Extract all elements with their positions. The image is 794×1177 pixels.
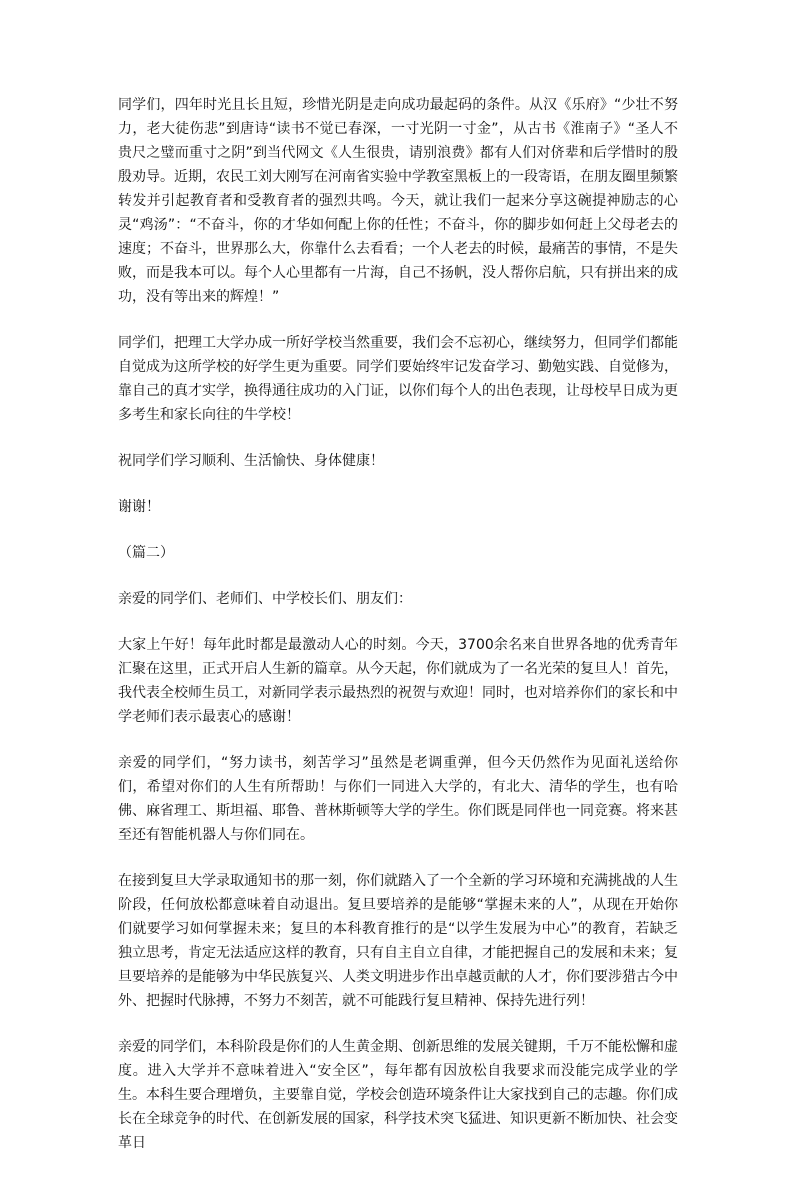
paragraph-new-stage: 在接到复旦大学录取通知书的那一刻，你们就踏入了一个全新的学习环境和充满挑战的人生阶段，任何放松都意味着自动退出。复旦要培养的是能够“掌握未来的人”，从现在开始你们就要学习如何掌握未来；复旦的本科教育推行的是“以学生发展为中心”的教育，若缺乏独立思考，肯定无法适应这样的教育，只有自主自立自律，才能把握自己的发展和未来；复旦要培养的是能够为中华民族复兴、人类文明进步作出卓越贡献的人才，你们要涉猎古今中外、把握时代脉搏，不努力不刻苦，就不可能践行复旦精神、保持先进行列！	[118, 873, 678, 1009]
section-heading: （篇二）	[118, 545, 174, 561]
paragraph-thanks: 谢谢！	[118, 499, 160, 515]
paragraph-good-student: 同学们，把理工大学办成一所好学校当然重要，我们会不忘初心，继续努力，但同学们都能自觉成为这所学校的好学生更为重要。同学们要始终牢记发奋学习、勤勉实践、自觉修为，靠自己的真才实学，换得通往成功的入门证，以你们每个人的出色表现，让母校早日成为更多考生和家长向往的牛学校！	[118, 335, 678, 423]
paragraph-study-hard: 亲爱的同学们，“努力读书，刻苦学习”虽然是老调重弹，但今天仍然作为见面礼送给你们，希望对你们的人生有所帮助！与你们一同进入大学的，有北大、清华的学生，也有哈佛、麻省理工、斯坦福、耶鲁、普林斯顿等大学的学生。你们既是同伴也一同竞赛。将来甚至还有智能机器人与你们同在。	[118, 755, 678, 843]
salutation: 亲爱的同学们、老师们、中学校长们、朋友们：	[118, 591, 412, 607]
paragraph-time-cherish: 同学们，四年时光且长且短，珍惜光阴是走向成功最起码的条件。从汉《乐府》“少壮不努力，老大徒伤悲”到唐诗“读书不觉已春深，一寸光阴一寸金”，从古书《淮南子》“圣人不贵尺之璧而重寸之阴”到当代网文《人生很贵，请别浪费》都有人们对侪辈和后学惜时的殷殷劝导。近期，农民工刘大刚写在河南省实验中学教室黑板上的一段寄语，在朋友圈里频繁转发并引起教育者和受教育者的强烈共鸣。今天，就让我们一起来分享这碗提神励志的心灵“鸡汤”：“不奋斗，你的才华如何配上你的任性；不奋斗，你的脚步如何赶上父母老去的速度；不奋斗，世界那么大，你靠什么去看看；一个人老去的时候，最痛苦的事情，不是失败，而是我本可以。每个人心里都有一片海，自己不扬帆，没人帮你启航，只有拼出来的成功，没有等出来的辉煌！”	[118, 97, 678, 305]
document-page	[118, 93, 678, 1177]
paragraph-blessing: 祝同学们学习顺利、生活愉快、身体健康！	[118, 453, 384, 469]
paragraph-welcome: 大家上午好！每年此时都是最激动人心的时刻。今天，3700余名来自世界各地的优秀青年汇聚在这里，正式开启人生新的篇章。从今天起，你们就成为了一名光荣的复旦人！首先，我代表全校师生员工，对新同学表示最热烈的祝贺与欢迎！同时，也对培养你们的家长和中学老师们表示最衷心的感谢！	[118, 637, 678, 725]
paragraph-undergraduate: 亲爱的同学们，本科阶段是你们的人生黄金期、创新思维的发展关键期，千万不能松懈和虚度。进入大学并不意味着进入“安全区”，每年都有因放松自我要求而没能完成学业的学生。本科生要合理增负，主要靠自觉，学校会创造环境条件让大家找到自己的志趣。你们成长在全球竞争的时代、在创新发展的国家，科学技术突飞猛进、知识更新不断加快、社会变革日	[118, 1039, 678, 1151]
